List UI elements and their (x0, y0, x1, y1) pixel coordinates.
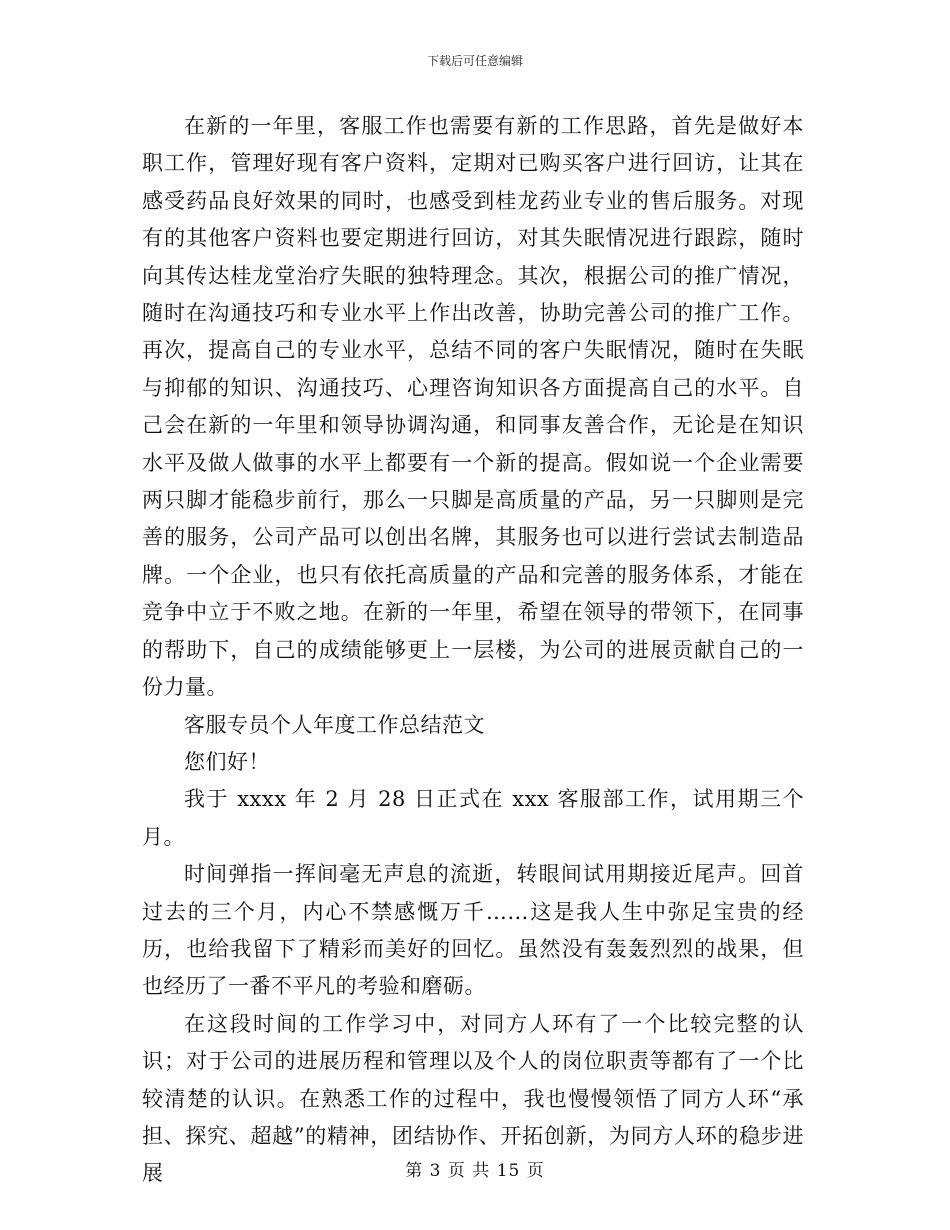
page-number: 第 3 页 共 15 页 (405, 1161, 545, 1181)
paragraph-start-date: 我于 xxxx 年 2 月 28 日正式在 xxx 客服部工作，试用期三个月。 (142, 787, 804, 849)
page-header: 下载后可任意编辑 (426, 54, 523, 68)
document-title: 客服专员个人年度工作总结范文 (184, 712, 485, 737)
paragraph-work-learning: 在这段时间的工作学习中，对同方人环有了一个比较完整的认识；对于公司的进展历程和管理以及个人的岗位职责等都有了一个比较清楚的认识。在熟悉工作的过程中，我也慢慢领悟了同方人环“承担、探究、超越”的精神，团结协作、开拓创新，为同方人环的稳步进展 (142, 1011, 804, 1186)
greeting: 您们好！ (184, 749, 270, 774)
paragraph-new-year-plan: 在新的一年里，客服工作也需要有新的工作思路，首先是做好本职工作，管理好现有客户资料，定期对已购买客户进行回访，让其在感受药品良好效果的同时，也感受到桂龙药业专业的售后服务。对现有的其他客户资料也要定期进行回访，对其失眠情况进行跟踪，随时向其传达桂龙堂治疗失眠的独特理念。其次，根据公司的推广情况，随时在沟通技巧和专业水平上作出改善，协助完善公司的推广工作。再次，提高自己的专业水平，总结不同的客户失眠情况，随时在失眠与抑郁的知识、沟通技巧、心理咨询知识各方面提高自己的水平。自己会在新的一年里和领导协调沟通，和同事友善合作，无论是在知识水平及做人做事的水平上都要有一个新的提高。假如说一个企业需要两只脚才能稳步前行，那么一只脚是高质量的产品，另一只脚则是完善的服务，公司产品可以创出名牌，其服务也可以进行尝试去制造品牌。一个企业，也只有依托高质量的产品和完善的服务体系，才能在竞争中立于不败之地。在新的一年里，希望在领导的带领下，在同事的帮助下，自己的成绩能够更上一层楼，为公司的进展贡献自己的一份力量。 (142, 114, 804, 700)
paragraph-probation-review: 时间弹指一挥间毫无声息的流逝，转眼间试用期接近尾声。回首过去的三个月，内心不禁感慨万千……这是我人生中弥足宝贵的经历，也给我留下了精彩而美好的回忆。虽然没有轰轰烈烈的战果，但也经历了一番不平凡的考验和磨砺。 (142, 862, 804, 999)
document-body (142, 108, 804, 1193)
